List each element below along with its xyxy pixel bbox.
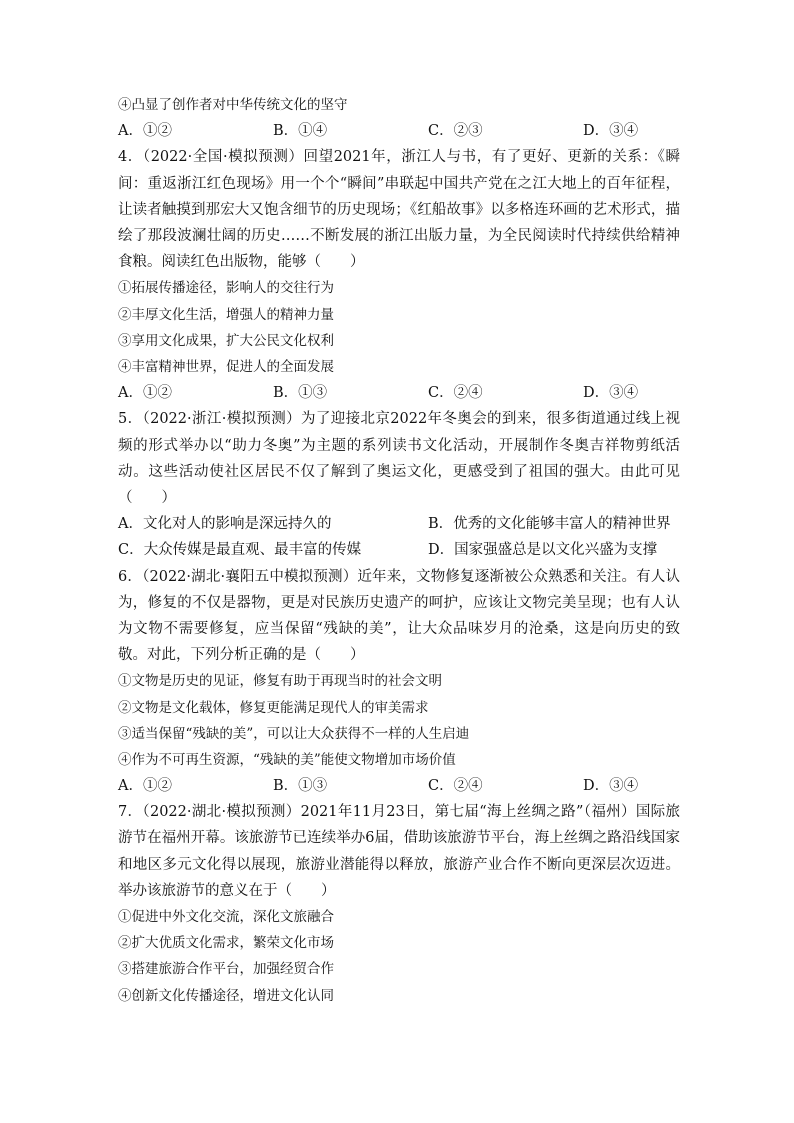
- q7-stem: 7．（2022·湖北·模拟预测）2021年11月23日，第七届“海上丝绸之路”（福州）国际旅游节在福州开幕。该旅游节已连续举办6届，借助该旅游节平台，海上丝绸之路沿线国家和地区多元文化得以展现，旅游业潜能得以释放，旅游产业合作不断向更深层次迈进。举办该旅游节的意义在于（ ）: [118, 804, 680, 899]
- q4-options: [118, 380, 680, 406]
- q6-statement-1: ①文物是历史的见证，修复有助于再现当时的社会文明: [118, 673, 442, 690]
- q5-options-row-2: [118, 537, 680, 563]
- q4-option-d[interactable]: D．③④: [583, 385, 639, 402]
- q6-option-b[interactable]: B．①③: [273, 778, 328, 795]
- q7-statement-4: ④创新文化传播途径，增进文化认同: [118, 987, 334, 1004]
- q4-stem: 4．（2022·全国·模拟预测）回望2021年，浙江人与书，有了更好、更新的关系：《瞬间：重返浙江红色现场》用一个个“瞬间”串联起中国共产党在之江大地上的百年征程，让读者触摸到那宏大又饱含细节的历史现场；《红船故事》以多格连环画的艺术形式，描绘了那段波澜壮阔的历史……不断发展的浙江出版力量，为全民阅读时代持续供给精神食粮。阅读红色出版物，能够（ ）: [118, 149, 680, 271]
- q3-statement-4: ④凸显了创作者对中华传统文化的坚守: [118, 97, 348, 113]
- q4-option-b[interactable]: B．①③: [273, 385, 328, 402]
- q6-options: [118, 773, 680, 799]
- q5-option-a[interactable]: A．文化对人的影响是深远持久的: [118, 516, 332, 533]
- q5-option-c[interactable]: C．大众传媒是最直观、最丰富的传媒: [118, 542, 362, 559]
- q6-statement-4: ④作为不可再生资源，“残缺的美”能使文物增加市场价值: [118, 751, 456, 768]
- q4-statement-4: ④丰富精神世界，促进人的全面发展: [118, 358, 334, 375]
- q5-option-b[interactable]: B．优秀的文化能够丰富人的精神世界: [428, 516, 671, 533]
- q6-stem: 6．（2022·湖北·襄阳五中模拟预测）近年来，文物修复逐渐被公众熟悉和关注。有人认为，修复的不仅是器物，更是对民族历史遗产的呵护，应该让文物完美呈现；也有人认为文物不需要修复，应当保留“残缺的美”，让大众品味岁月的沧桑，这是向历史的致敬。对此，下列分析正确的是（ ）: [118, 568, 680, 664]
- q6-option-c[interactable]: C．②④: [428, 778, 483, 795]
- q4-option-c[interactable]: C．②④: [428, 385, 483, 402]
- q4-statement-1: ①拓展传播途径，影响人的交往行为: [118, 280, 334, 297]
- q3-options: [118, 118, 680, 144]
- q7-statement-2: ②扩大优质文化需求，繁荣文化市场: [118, 935, 334, 952]
- q3-option-b[interactable]: B．①④: [273, 123, 328, 140]
- q3-option-d[interactable]: D．③④: [583, 123, 639, 140]
- q6-statement-3: ③适当保留“残缺的美”，可以让大众获得不一样的人生启迪: [118, 725, 470, 742]
- q4-statement-2: ②丰厚文化生活，增强人的精神力量: [118, 306, 334, 323]
- q5-stem: 5．（2022·浙江·模拟预测）为了迎接北京2022年冬奥会的到来，很多街道通过线上视频的形式举办以“助力冬奥”为主题的系列读书文化活动，开展制作冬奥吉祥物剪纸活动。这些活动使社区居民不仅了解到了奥运文化，更感受到了祖国的强大。由此可见（ ）: [118, 411, 680, 506]
- q3-option-c[interactable]: C．②③: [428, 123, 483, 140]
- q7-statement-3: ③搭建旅游合作平台，加强经贸合作: [118, 961, 334, 978]
- q6-option-a[interactable]: A．①②: [118, 778, 172, 795]
- q4-option-a[interactable]: A．①②: [118, 385, 172, 402]
- exam-page: [118, 92, 680, 1009]
- q5-option-d[interactable]: D．国家强盛总是以文化兴盛为支撑: [428, 542, 658, 559]
- q4-statement-3: ③享用文化成果，扩大公民文化权利: [118, 332, 334, 349]
- q6-option-d[interactable]: D．③④: [583, 778, 639, 795]
- q5-options-row-1: [118, 511, 680, 537]
- q7-statement-1: ①促进中外文化交流，深化文旅融合: [118, 909, 334, 926]
- q6-statement-2: ②文物是文化载体，修复更能满足现代人的审美需求: [118, 699, 429, 716]
- q3-option-a[interactable]: A．①②: [118, 123, 172, 140]
